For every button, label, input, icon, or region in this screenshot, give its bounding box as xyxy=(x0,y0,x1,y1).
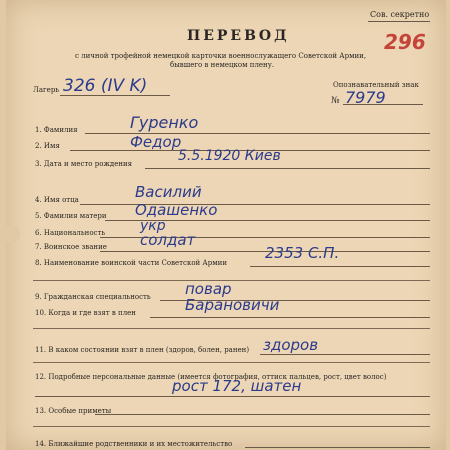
field-value-personal-data: рост 172, шатен xyxy=(172,377,302,395)
field-value-rank: солдат xyxy=(140,231,196,249)
field-label-mother-surname: 5. Фамилия матери xyxy=(35,212,107,220)
field-value-name: Федор xyxy=(130,133,182,151)
document-subtitle-1: с личной трофейной немецкой карточки военнослужащего Советской Армии, xyxy=(75,52,367,60)
document-title: ПЕРЕВОД xyxy=(187,28,290,44)
field-label-rank: 7. Воинское звание xyxy=(35,243,107,251)
field-value-mother-surname: Одашенко xyxy=(135,201,218,219)
camp-label: Лагерь xyxy=(33,86,60,94)
field-label-father-name: 4. Имя отца xyxy=(35,196,79,204)
field-value-nationality: укр xyxy=(140,218,166,234)
field-value-condition: здоров xyxy=(263,336,319,354)
field-label-birth: 3. Дата и место рождения xyxy=(35,160,133,168)
stamp-number: 296 xyxy=(384,30,426,54)
field-label-surname: 1. Фамилия xyxy=(35,126,78,134)
field-value-birth: 5.5.1920 Киев xyxy=(178,148,281,164)
field-label-name: 2. Имя xyxy=(35,142,60,150)
id-number-value: 7979 xyxy=(345,88,386,107)
field-value-capture: Барановичи xyxy=(185,296,280,314)
torn-edge xyxy=(6,226,20,242)
field-label-civil-specialty: 9. Гражданская специальность xyxy=(35,293,151,301)
field-label-nationality: 6. Национальность xyxy=(35,229,106,237)
field-value-surname: Гуренко xyxy=(130,113,199,132)
field-label-special-marks: 13. Особые приметы xyxy=(35,407,112,415)
id-number-prefix: № xyxy=(331,96,340,106)
field-label-relatives: 14. Ближайшие родственники и их местожительство xyxy=(35,440,233,448)
document-subtitle-2: бывшего в немецком плену. xyxy=(170,61,275,69)
field-label-condition: 11. В каком состоянии взят в плен (здоров, болен, ранен) xyxy=(35,346,250,354)
field-label-personal-data: 12. Подробные персональные данные (имеется фотография, оттиск пальцев, рост, цвет волос) xyxy=(35,373,387,381)
camp-value: 326 (IV K) xyxy=(63,76,148,96)
field-value-military-unit: 2353 С.П. xyxy=(265,244,340,262)
id-number-label: Опознавательный знак xyxy=(333,81,419,89)
field-value-civil-specialty: повар xyxy=(185,280,232,298)
field-label-military-unit: 8. Наименование воинской части Советской Армии xyxy=(35,259,227,267)
field-label-capture: 10. Когда и где взят в плен xyxy=(35,309,136,317)
classification-label: Сов. секретно xyxy=(370,10,430,19)
field-value-father-name: Василий xyxy=(135,183,202,201)
